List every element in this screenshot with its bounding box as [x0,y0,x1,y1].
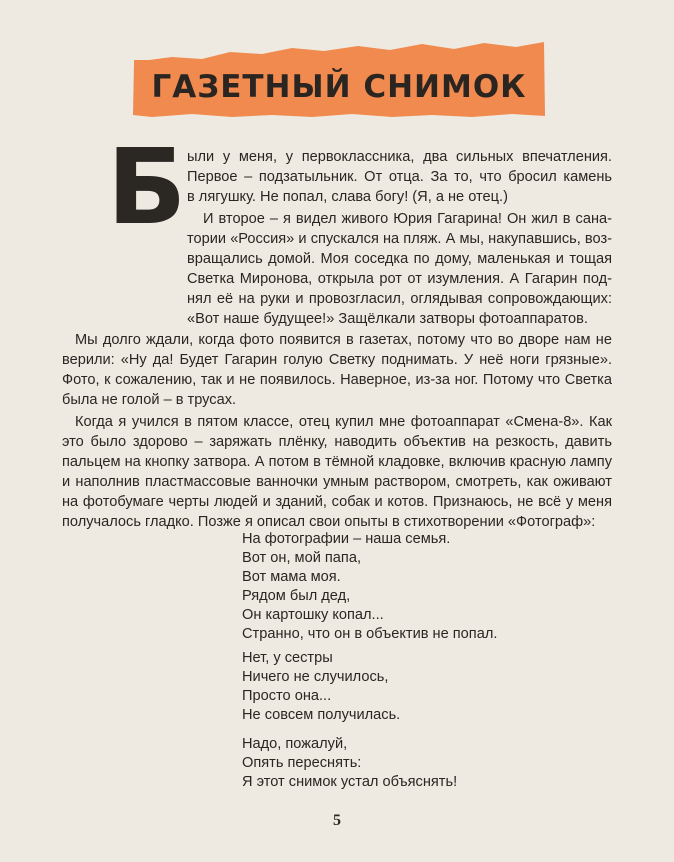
banner-tab [134,60,148,69]
poem-line: Ничего не случилось, [242,669,389,685]
poem-line: Он картошку копал... [242,607,384,623]
poem-line: Не совсем получилась. [242,707,401,723]
poem-line: Надо, пожалуй, [242,736,348,752]
page-title: ГАЗЕТНЫЙ СНИМОК [151,69,527,105]
poem-line: Я этот снимок устал объяснять! [242,774,458,790]
text-line: это было здорово – заряжать плёнку, наводить объектив на резкость, давить [62,434,612,450]
title-banner [132,40,546,118]
poem-line: Опять переснять: [242,755,362,771]
text-line: получалось гладко. Позже я описал свои опыты в стихотворении «Фотограф»: [62,514,596,530]
poem-line: Нет, у сестры [242,650,333,666]
poem-stanza-3 [242,735,457,792]
text-line: Мы долго ждали, когда фото появится в газетах, потому что во дворе нам не [75,332,612,348]
text-line: Когда я учился в пятом классе, отец купил мне фотоаппарат «Смена-8». Как [75,414,612,430]
text-line: Фото, к сожалению, так и не появилось. Наверное, из-за ног. Потому что Светка [62,372,612,388]
poem-line: Вот мама моя. [242,569,341,585]
text-line: И второе – я видел живого Юрия Гагарина! Он жил в сана- [203,211,612,227]
text-line: нял её на руки и провозгласил, оглядывая сопровождающих: [187,291,612,307]
text-line: Светка Миронова, открыла рот от изумления. А Гагарин под- [187,271,612,287]
text-line: на фотобумаге черты людей и зданий, собак и котов. Признаюсь, не всё у меня [62,494,612,510]
text-line: и наполнив пластмассовые ванночки умным раствором, смотреть, как оживают [62,474,612,490]
text-line: пальцем на кнопку затвора. А потом в тёмной кладовке, включив красную лампу [62,454,612,470]
text-line: ыли у меня, у первоклассника, два сильных впечатления. [187,149,612,165]
poem-line: Странно, что он в объектив не попал. [242,626,498,642]
text-line: в лягушку. Не попал, слава богу! (Я, а не отец.) [187,189,508,205]
text-line: Первое – подзатыльник. От отца. За то, что бросил камень [187,169,612,185]
text-line: вращались домой. Моя соседка по дому, маленькая и тощая [187,251,612,267]
drop-cap: Б [107,126,187,248]
text-line: была не голой – в трусах. [62,392,237,408]
text-line: тории «Россия» и спускался на пляж. А мы, накупавшись, воз- [187,231,612,247]
text-line: «Вот наше будущее!» Защёлкали затворы фотоаппаратов. [187,311,588,327]
poem-line: Вот он, мой папа, [242,550,362,566]
poem-stanza-2 [242,649,400,725]
page-number: 5 [333,812,341,829]
poem-line: Просто она... [242,688,332,704]
poem-stanza-1 [242,530,497,644]
poem-line: Рядом был дед, [242,588,351,604]
poem-line: На фотографии – наша семья. [242,531,451,547]
text-line: верили: «Ну да! Будет Гагарин голую Светку поднимать. У неё ноги грязные». [62,352,612,368]
